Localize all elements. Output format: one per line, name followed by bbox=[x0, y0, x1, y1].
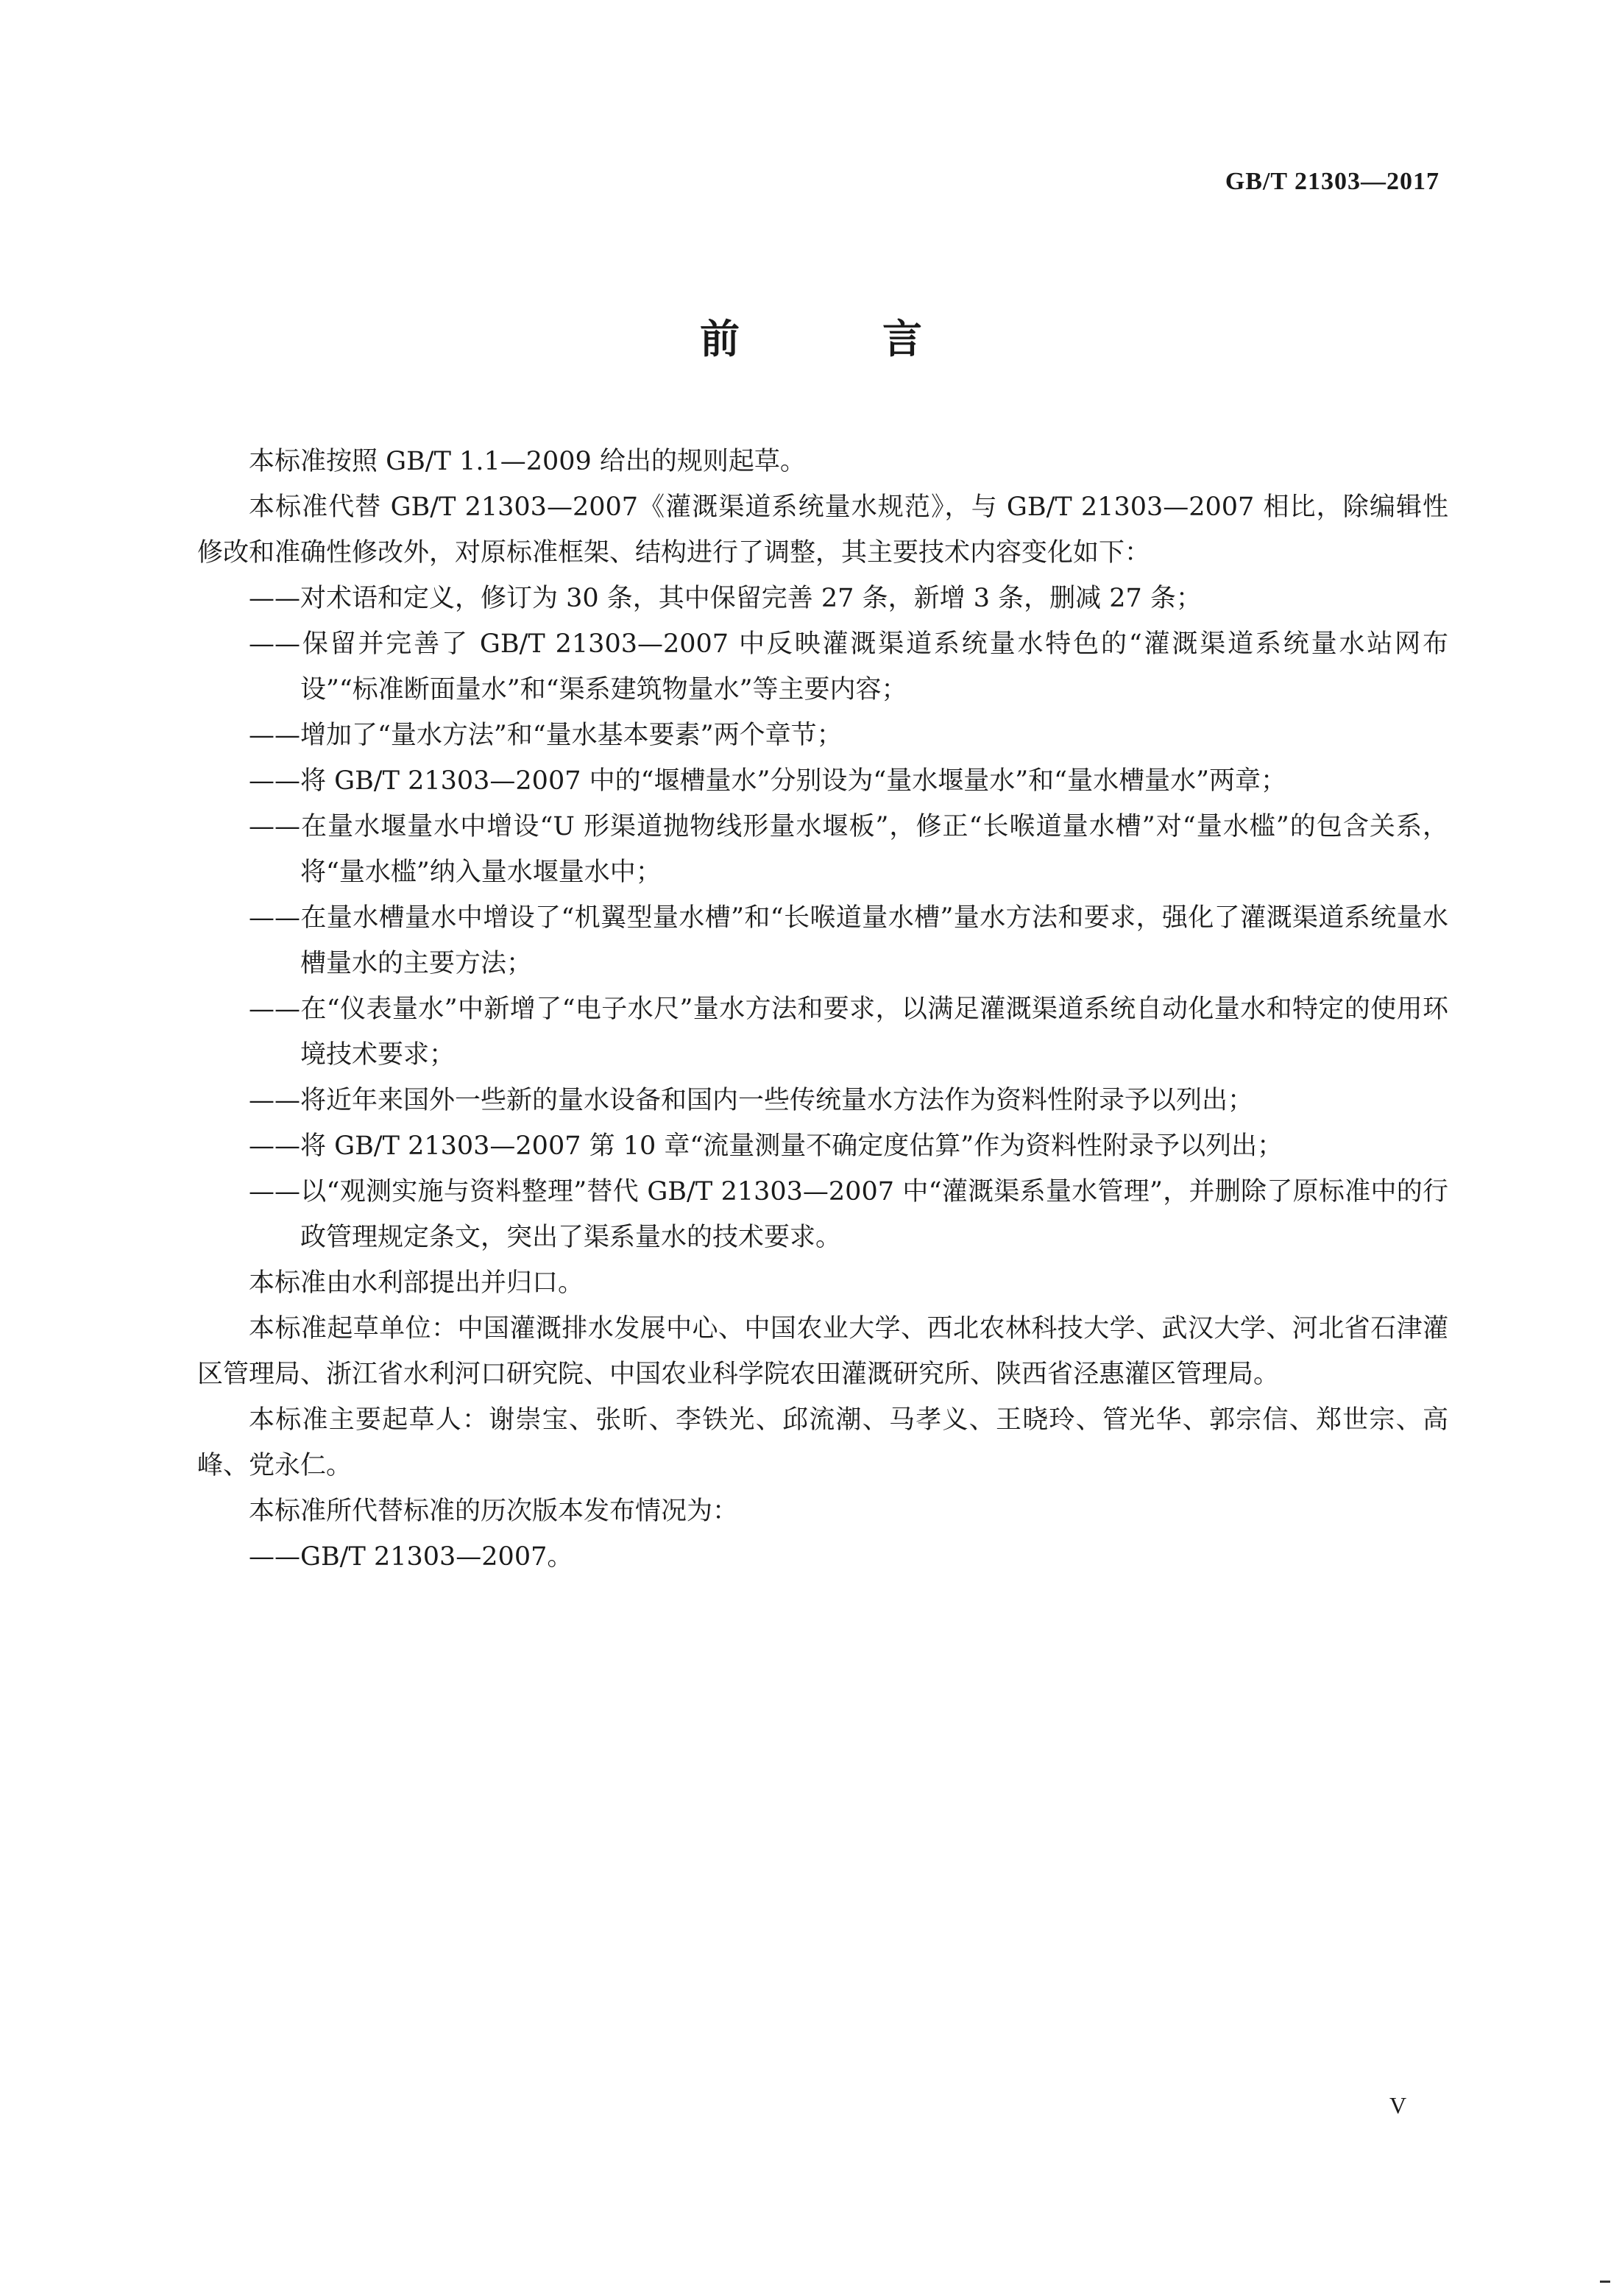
list-item: ——将近年来国外一些新的量水设备和国内一些传统量水方法作为资料性附录予以列出； bbox=[249, 1086, 1254, 1115]
list-item: ——将 GB/T 21303—2007 第 10 章“流量测量不确定度估算”作为资料性附录予以列出； bbox=[249, 1131, 1283, 1161]
list-item: ——在“仪表量水”中新增了“电子水尺”量水方法和要求，以满足灌溉渠道系统自动化量水和特定的使用环境技术要求； bbox=[249, 995, 1448, 1070]
list-item: ——对术语和定义，修订为 30 条，其中保留完善 27 条，新增 3 条，删减 27 条； bbox=[249, 584, 1202, 613]
paragraph: 本标准由水利部提出并归口。 bbox=[249, 1268, 584, 1298]
list-item: ——增加了“量水方法”和“量水基本要素”两个章节； bbox=[249, 721, 843, 750]
paragraph: 本标准起草单位：中国灌溉排水发展中心、中国农业大学、西北农林科技大学、武汉大学、河北省石津灌区管理局、浙江省水利河口研究院、中国农业科学院农田灌溉研究所、陕西省泾惠灌区管理局。 bbox=[197, 1314, 1448, 1389]
paragraph: 本标准所代替标准的历次版本发布情况为： bbox=[249, 1497, 739, 1526]
paragraph: 本标准代替 GB/T 21303—2007《灌溉渠道系统量水规范》，与 GB/T 21303—2007 相比，除编辑性修改和准确性修改外，对原标准框架、结构进行了调整，其主要技术内容变化如下： bbox=[197, 492, 1448, 568]
list-item: ——以“观测实施与资料整理”替代 GB/T 21303—2007 中“灌溉渠系量水管理”，并删除了原标准中的行政管理规定条文，突出了渠系量水的技术要求。 bbox=[249, 1177, 1448, 1252]
page-title: 前 言 bbox=[700, 316, 974, 362]
list-item: ——在量水槽量水中增设了“机翼型量水槽”和“长喉道量水槽”量水方法和要求，强化了灌溉渠道系统量水槽量水的主要方法； bbox=[249, 903, 1448, 978]
corner-mark bbox=[1600, 2281, 1610, 2283]
paragraph: 本标准按照 GB/T 1.1—2009 给出的规则起草。 bbox=[249, 447, 806, 476]
list-item: ——GB/T 21303—2007。 bbox=[249, 1542, 573, 1572]
list-item: ——保留并完善了 GB/T 21303—2007 中反映灌溉渠道系统量水特色的“灌溉渠道系统量水站网布设”“标准断面量水”和“渠系建筑物量水”等主要内容； bbox=[249, 629, 1448, 704]
list-item: ——将 GB/T 21303—2007 中的“堰槽量水”分别设为“量水堰量水”和“量水槽量水”两章； bbox=[249, 766, 1286, 796]
standard-code-header: GB/T 21303—2017 bbox=[1225, 168, 1439, 195]
paragraph: 本标准主要起草人：谢崇宝、张昕、李铁光、邱流潮、马孝义、王晓玲、管光华、郭宗信、郑世宗、高峰、党永仁。 bbox=[197, 1405, 1448, 1480]
foreword-body bbox=[197, 439, 1448, 1580]
list-item: ——在量水堰量水中增设“U 形渠道抛物线形量水堰板”，修正“长喉道量水槽”对“量水槛”的包含关系，将“量水槛”纳入量水堰量水中； bbox=[249, 812, 1448, 887]
page-number: V bbox=[1389, 2092, 1407, 2119]
